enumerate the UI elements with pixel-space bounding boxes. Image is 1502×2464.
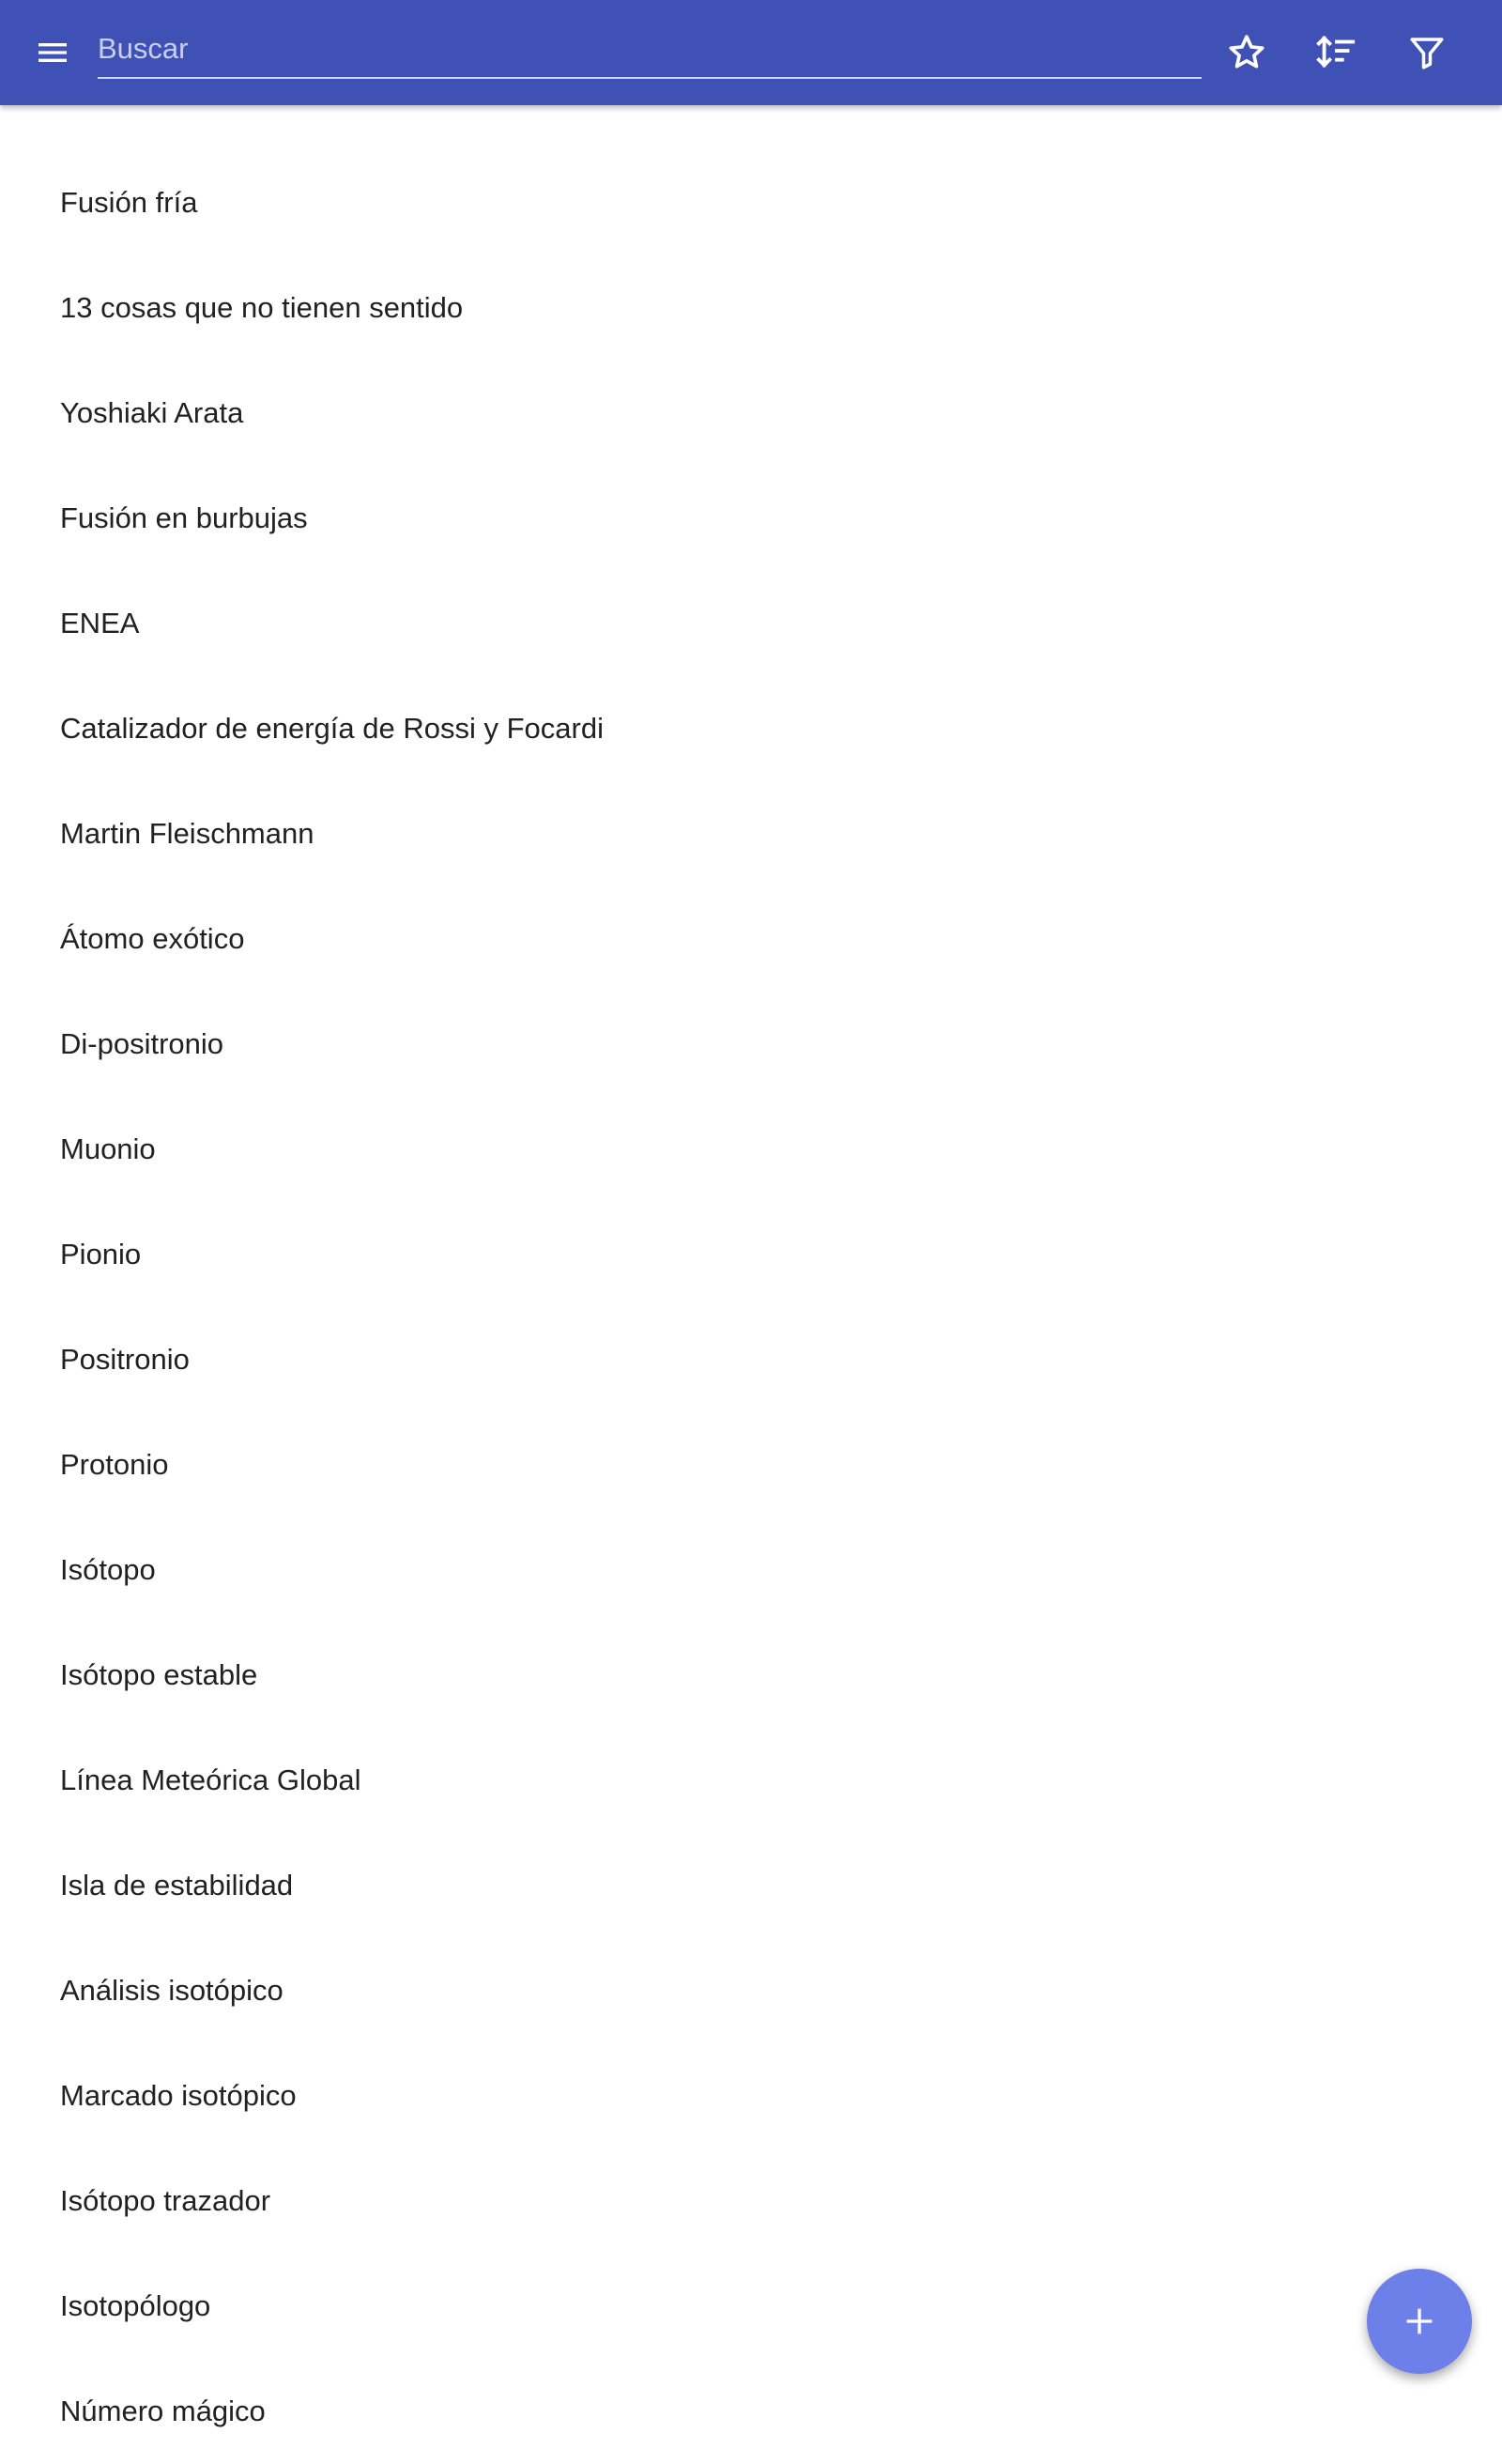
- filter-icon: [1407, 33, 1447, 72]
- list-item-label: Átomo exótico: [60, 922, 245, 955]
- list-item[interactable]: [0, 150, 1502, 255]
- list-item[interactable]: [0, 781, 1502, 886]
- search-field: [98, 21, 1202, 79]
- menu-button[interactable]: [19, 19, 86, 86]
- list-item-label: 13 cosas que no tienen sentido: [60, 291, 464, 324]
- list-item[interactable]: [0, 361, 1502, 466]
- list-item[interactable]: [0, 1833, 1502, 1938]
- list-item[interactable]: [0, 255, 1502, 361]
- list-item-label: Isotopólogo: [60, 2289, 211, 2322]
- filter-button[interactable]: [1393, 19, 1461, 86]
- list-item-label: Isótopo: [60, 1553, 156, 1586]
- list-item[interactable]: [0, 676, 1502, 781]
- list-item[interactable]: [0, 466, 1502, 571]
- app-bar: [0, 0, 1502, 105]
- list-item[interactable]: [0, 571, 1502, 676]
- list-item-label: Muonio: [60, 1132, 156, 1165]
- list-item-label: Análisis isotópico: [60, 1974, 284, 2007]
- add-icon: [1401, 2302, 1438, 2340]
- list-item-label: Fusión fría: [60, 186, 198, 219]
- list-item-label: Isla de estabilidad: [60, 1869, 294, 1902]
- add-button[interactable]: [1367, 2269, 1472, 2374]
- list-item[interactable]: [0, 2043, 1502, 2148]
- list-item[interactable]: [0, 2359, 1502, 2464]
- list-item[interactable]: [0, 1412, 1502, 1517]
- list-item[interactable]: [0, 1728, 1502, 1833]
- menu-icon: [34, 34, 71, 71]
- list-item-label: Línea Meteórica Global: [60, 1763, 361, 1796]
- list-item[interactable]: [0, 992, 1502, 1097]
- list-item-label: Di-positronio: [60, 1027, 224, 1060]
- list-item-label: Marcado isotópico: [60, 2079, 297, 2112]
- favorites-button[interactable]: [1213, 19, 1280, 86]
- list-item[interactable]: [0, 1307, 1502, 1412]
- sort-icon: [1315, 31, 1358, 74]
- list-item[interactable]: [0, 886, 1502, 992]
- article-list: [0, 105, 1502, 2427]
- star-outline-icon: [1226, 32, 1267, 73]
- list-item[interactable]: [0, 1623, 1502, 1728]
- list-item-label: Pionio: [60, 1238, 142, 1270]
- list-item[interactable]: [0, 1202, 1502, 1307]
- list-item-label: Número mágico: [60, 2395, 266, 2427]
- search-input[interactable]: [98, 21, 1202, 77]
- sort-button[interactable]: [1303, 19, 1371, 86]
- list-item-label: Isótopo trazador: [60, 2184, 271, 2217]
- list-item-label: ENEA: [60, 607, 140, 639]
- list-item-label: Positronio: [60, 1343, 190, 1376]
- list-item-label: Martin Fleischmann: [60, 817, 314, 850]
- list-item[interactable]: [0, 2254, 1502, 2359]
- list-item-label: Fusión en burbujas: [60, 501, 308, 534]
- list-item-label: Yoshiaki Arata: [60, 396, 244, 429]
- list-item[interactable]: [0, 1938, 1502, 2043]
- list-item[interactable]: [0, 1517, 1502, 1623]
- list-item-label: Isótopo estable: [60, 1658, 258, 1691]
- list-item[interactable]: [0, 1097, 1502, 1202]
- list-item-label: Catalizador de energía de Rossi y Focardi: [60, 712, 604, 745]
- list-item-label: Protonio: [60, 1448, 169, 1481]
- list-item[interactable]: [0, 2148, 1502, 2254]
